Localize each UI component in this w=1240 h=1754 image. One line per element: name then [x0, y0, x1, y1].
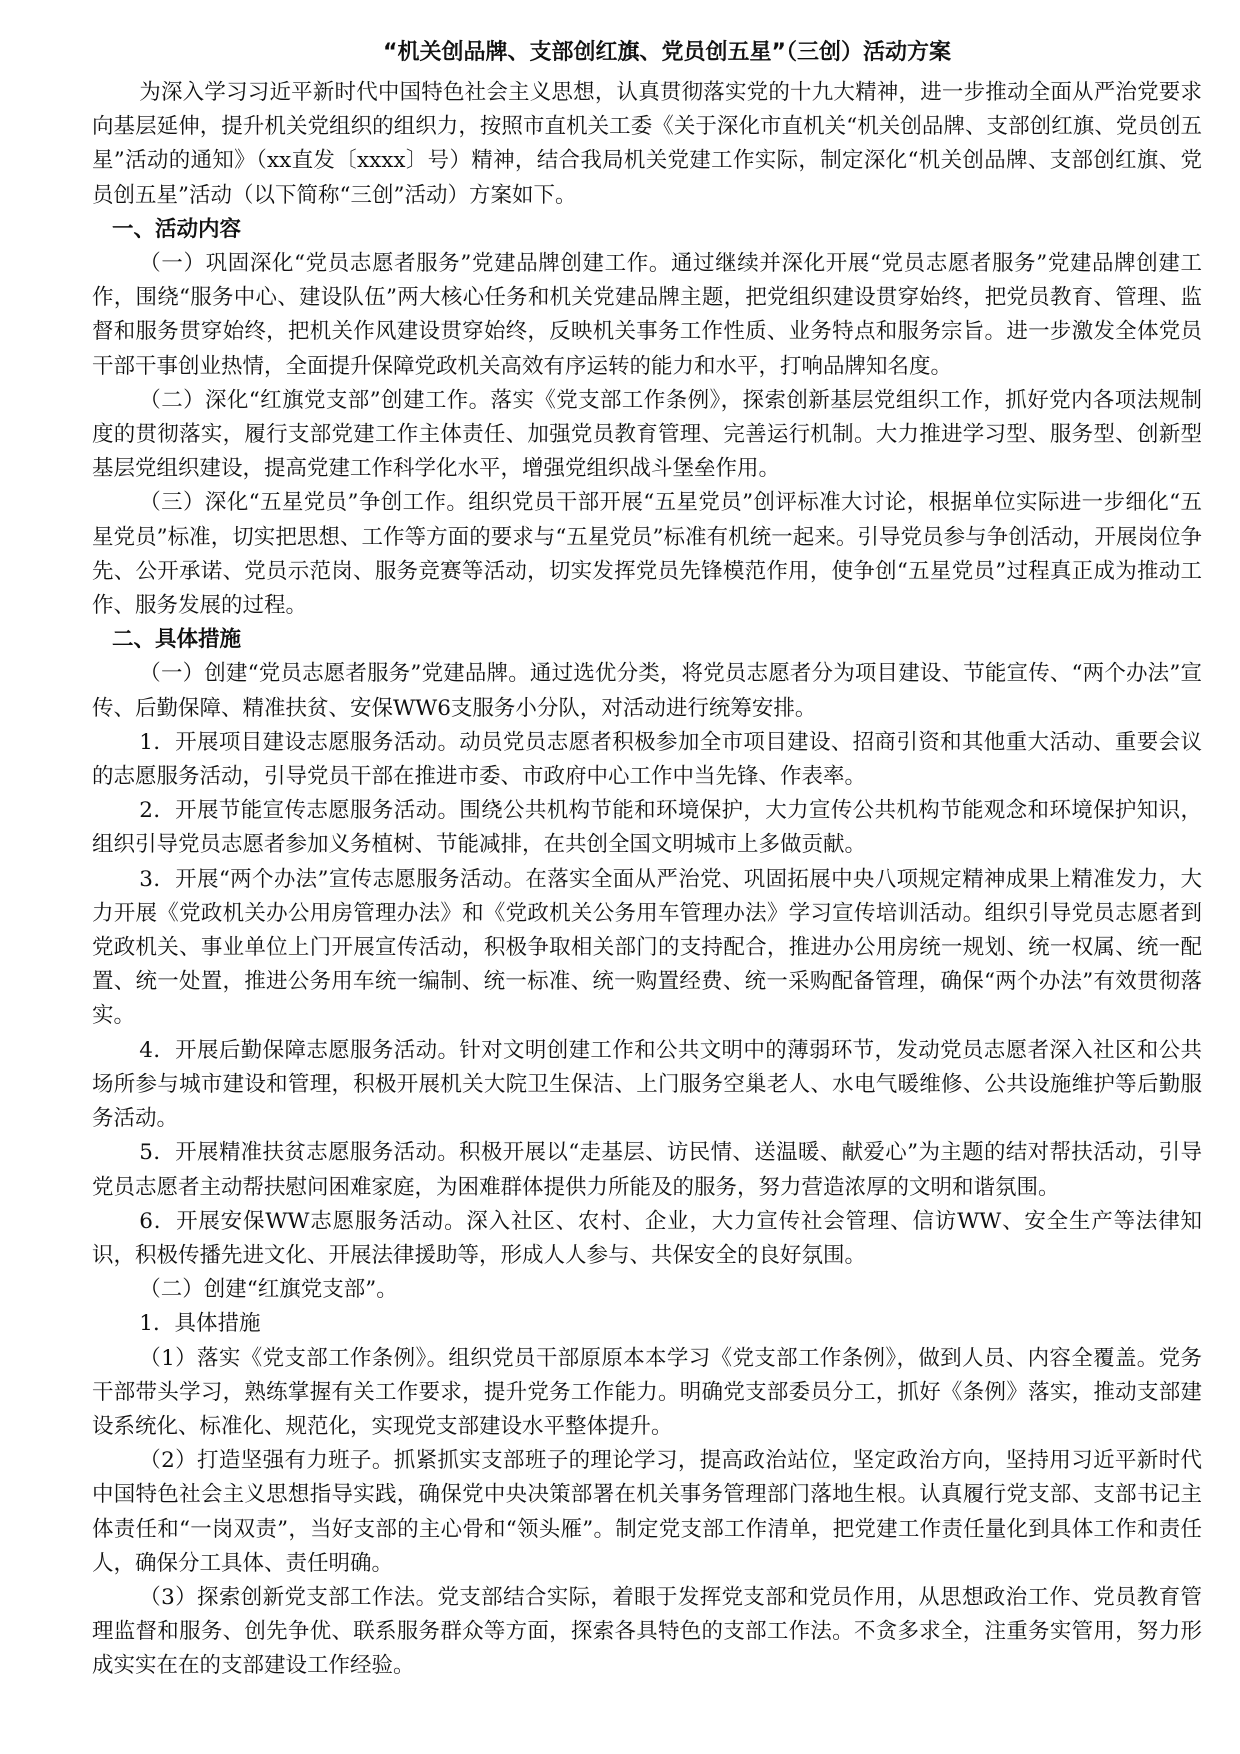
paragraph: 1．开展项目建设志愿服务活动。动员党员志愿者积极参加全市项目建设、招商引资和其他重大活动、重要会议的志愿服务活动，引导党员干部在推进市委、市政府中心工作中当先锋、作表率。 [92, 729, 1202, 790]
section-heading-specific-measures: 二、具体措施 [112, 627, 242, 653]
paragraph: 6．开展安保WW志愿服务活动。深入社区、农村、企业，大力宣传社会管理、信访WW、安全生产等法律知识，积极传播先进文化、开展法律援助等，形成人人参与、共保安全的良好氛围。 [92, 1208, 1202, 1268]
section-heading-activity-content: 一、活动内容 [112, 216, 242, 242]
paragraph: （一）创建“党员志愿者服务”党建品牌。通过选优分类，将党员志愿者分为项目建设、节能宣传、“两个办法”宣传、后勤保障、精准扶贫、安保WW6支服务小分队，对活动进行统筹安排。 [92, 661, 1202, 721]
intro-paragraph: 为深入学习习近平新时代中国特色社会主义思想，认真贯彻落实党的十九大精神，进一步推动全面从严治党要求向基层延伸，提升机关党组织的组织力，按照市直机关工委《关于深化市直机关“机关创品牌、支部创红旗、党员创五星”活动的通知》（xx直发〔xxxx〕号）精神，结合我局机关党建工作实际，制定深化“机关创品牌、支部创红旗、党员创五星”活动（以下简称“三创”活动）方案如下。 [92, 80, 1202, 208]
paragraph: （三）深化“五星党员”争创工作。组织党员干部开展“五星党员”创评标准大讨论，根据单位实际进一步细化“五星党员”标准，切实把思想、工作等方面的要求与“五星党员”标准有机统一起来。引导党员参与争创活动，开展岗位争先、公开承诺、党员示范岗、服务竞赛等活动，切实发挥党员先锋模范作用，使争创“五星党员”过程真正成为推动工作、服务发展的过程。 [92, 490, 1202, 619]
paragraph: （1）落实《党支部工作条例》。组织党员干部原原本本学习《党支部工作条例》，做到人员、内容全覆盖。党务干部带头学习，熟练掌握有关工作要求，提升党务工作能力。明确党支部委员分工，抓好《条例》落实，推动支部建设系统化、标准化、规范化，实现党支部建设水平整体提升。 [92, 1345, 1202, 1439]
paragraph: （3）探索创新党支部工作法。党支部结合实际，着眼于发挥党支部和党员作用，从思想政治工作、党员教育管理监督和服务、创先争优、联系服务群众等方面，探索各具特色的支部工作法。不贪多求全，注重务实管用，努力形成实实在在的支部建设工作经验。 [92, 1584, 1202, 1679]
paragraph: 5．开展精准扶贫志愿服务活动。积极开展以“走基层、访民情、送温暖、献爱心”为主题的结对帮扶活动，引导党员志愿者主动帮扶慰问困难家庭，为困难群体提供力所能及的服务，努力营造浓厚的文明和谐氛围。 [92, 1140, 1202, 1200]
paragraph: 4．开展后勤保障志愿服务活动。针对文明创建工作和公共文明中的薄弱环节，发动党员志愿者深入社区和公共场所参与城市建设和管理，积极开展机关大院卫生保洁、上门服务空巢老人、水电气暖维修、公共设施维护等后勤服务活动。 [92, 1037, 1202, 1132]
document-title: “机关创品牌、支部创红旗、党员创五星”（三创）活动方案 [383, 40, 951, 65]
paragraph: （2）打造坚强有力班子。抓紧抓实支部班子的理论学习，提高政治站位，坚定政治方向，坚持用习近平新时代中国特色社会主义思想指导实践，确保党中央决策部署在机关事务管理部门落地生根。认真履行党支部、支部书记主体责任和“一岗双责”，当好支部的主心骨和“领头雁”。制定党支部工作清单，把党建工作责任量化到具体工作和责任人，确保分工具体、责任明确。 [92, 1448, 1202, 1576]
paragraph: 3．开展“两个办法”宣传志愿服务活动。在落实全面从严治党、巩固拓展中央八项规定精神成果上精准发力，大力开展《党政机关办公用房管理办法》和《党政机关公务用车管理办法》学习宣传培训活动。组织引导党员志愿者到党政机关、事业单位上门开展宣传活动，积极争取相关部门的支持配合，推进办公用房统一规划、统一权属、统一配置、统一处置，推进公务用车统一编制、统一标准、统一购置经费、统一采购配备管理，确保“两个办法”有效贯彻落实。 [92, 866, 1202, 1029]
paragraph: （二）创建“红旗党支部”。 [139, 1277, 398, 1303]
paragraph: 2．开展节能宣传志愿服务活动。围绕公共机构节能和环境保护，大力宣传公共机构节能观念和环境保护知识，组织引导党员志愿者参加义务植树、节能减排，在共创全国文明城市上多做贡献。 [92, 798, 1202, 858]
paragraph: 1．具体措施 [139, 1311, 261, 1337]
paragraph: （一）巩固深化“党员志愿者服务”党建品牌创建工作。通过继续并深化开展“党员志愿者服务”党建品牌创建工作，围绕“服务中心、建设队伍”两大核心任务和机关党建品牌主题，把党组织建设贯穿始终，把党员教育、管理、监督和服务贯穿始终，把机关作风建设贯穿始终，反映机关事务工作性质、业务特点和服务宗旨。进一步激发全体党员干部干事创业热情，全面提升保障党政机关高效有序运转的能力和水平，打响品牌知名度。 [92, 251, 1202, 379]
paragraph: （二）深化“红旗党支部”创建工作。落实《党支部工作条例》，探索创新基层党组织工作，抓好党内各项法规制度的贯彻落实，履行支部党建工作主体责任、加强党员教育管理、完善运行机制。大力推进学习型、服务型、创新型基层党组织建设，提高党建工作科学化水平，增强党组织战斗堡垒作用。 [92, 387, 1202, 482]
